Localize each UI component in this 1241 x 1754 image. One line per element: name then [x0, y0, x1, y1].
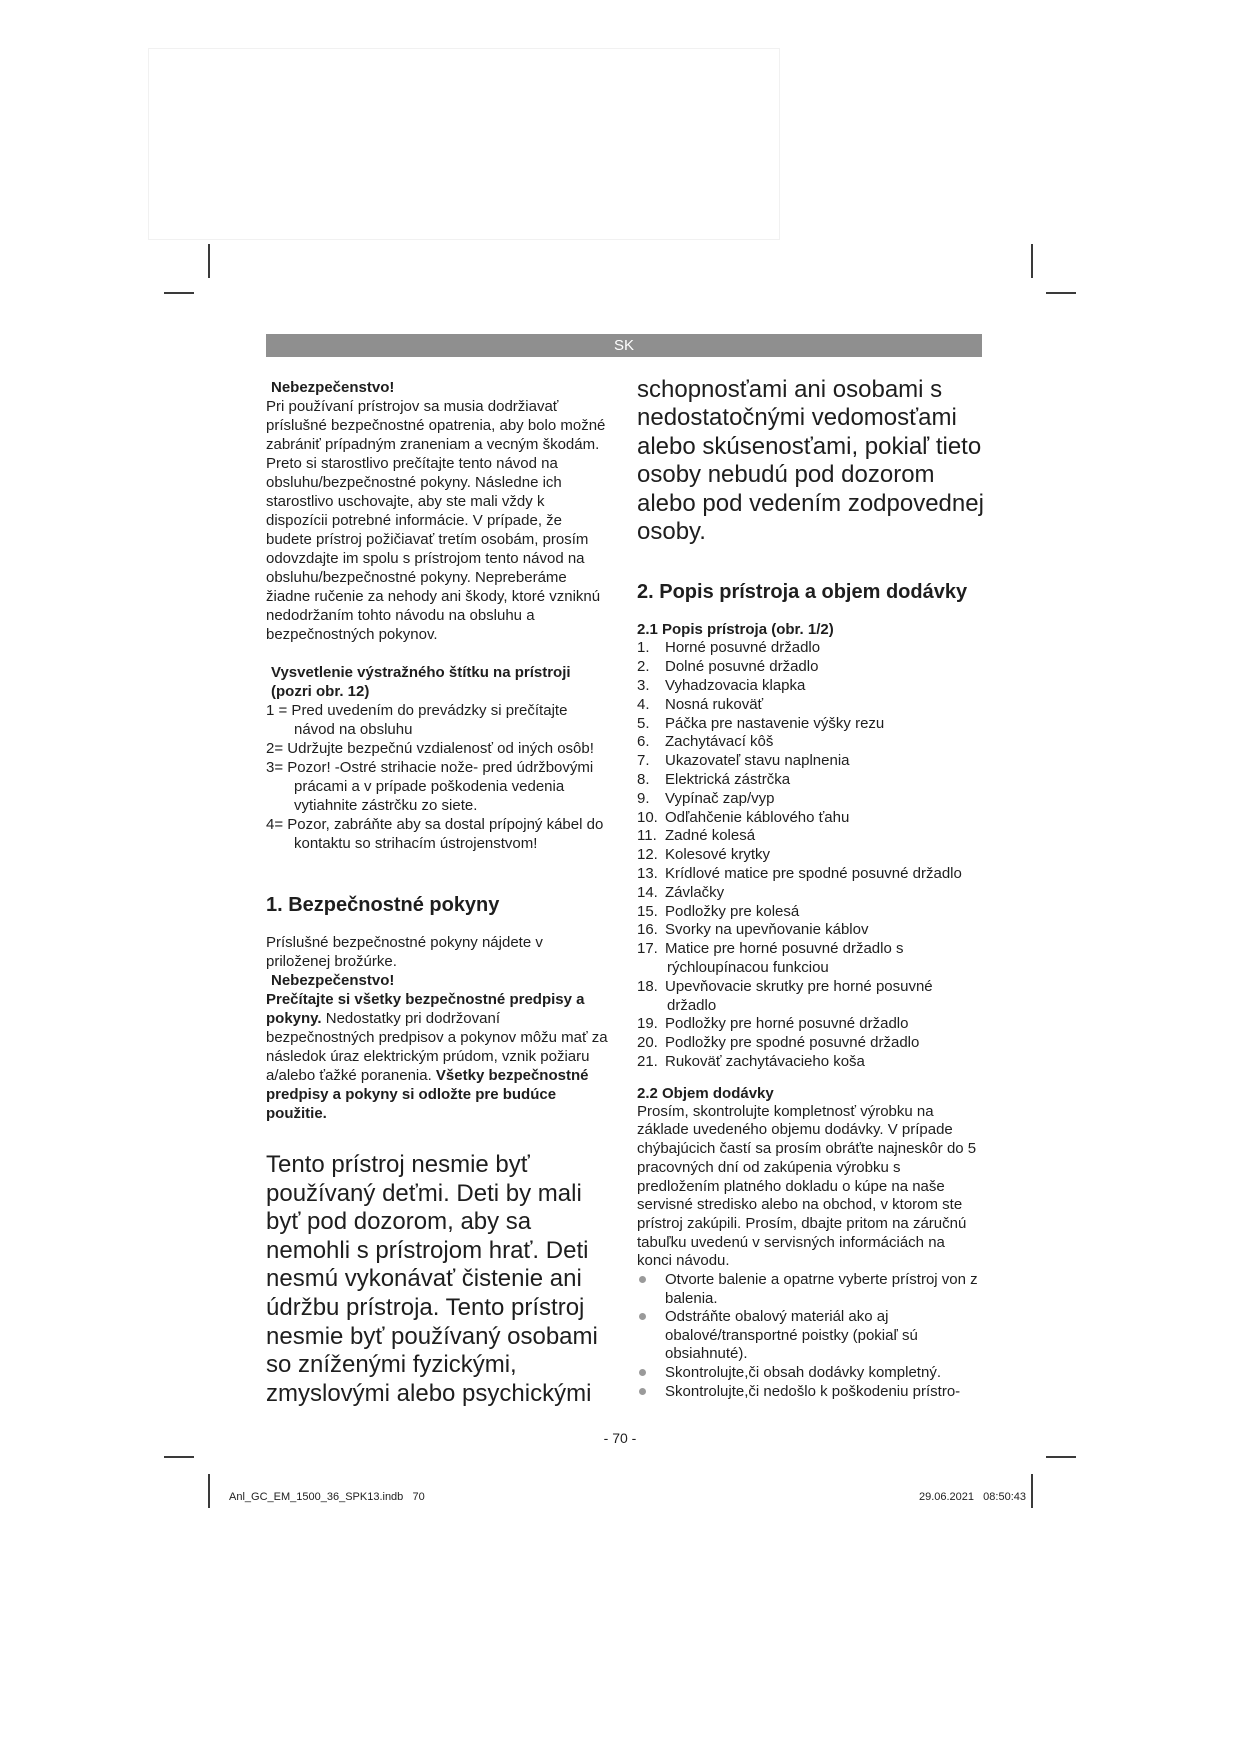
- warning-label-item: 2= Udržujte bezpečnú vzdialenosť od iných osôb!: [266, 740, 594, 757]
- bullet-dot-icon: [639, 1369, 646, 1376]
- parts-item-label: Ukazovateľ stavu naplnenia: [665, 752, 850, 770]
- parts-item-number: 17.: [637, 940, 658, 958]
- warning-label-list: [266, 701, 610, 853]
- parts-item-label: Podložky pre kolesá: [665, 902, 800, 920]
- delivery-bullet-text: Odstráňte obalový materiál ako aj obalové/transportné poistky (pokiaľ sú obsiahnuté).: [665, 1308, 918, 1363]
- warning-label-item: 1 = Pred uvedením do prevádzky si prečítajte návod na obsluhu: [266, 702, 568, 738]
- subsection-2-1-heading: 2.1 Popis prístroja (obr. 1/2): [637, 621, 834, 639]
- children-warning: Tento prístroj nesmie byť používaný deťmi. Deti by mali byť pod dozorom, aby sa nemohli s prístrojom hrať. Deti nesmú vykonávať čistenie ani údržbu prístroja. Tento prístroj nesmie byť používaný osobami so zníženými fyzickými, zmyslovými alebo psychickými: [266, 1151, 598, 1407]
- parts-item-label: Matice pre horné posuvné držadlo s rýchloupínacou funkciou: [665, 940, 904, 976]
- parts-item-number: 2.: [637, 658, 650, 676]
- parts-list-item: [637, 790, 984, 809]
- parts-list-item: [637, 921, 984, 940]
- parts-list-item: [637, 639, 984, 658]
- subsection-2-2-heading: 2.2 Objem dodávky: [637, 1084, 774, 1102]
- read-instructions-text: Nedostatky pri dodržovaní bezpečnostných predpisov a pokynov môžu mať za následok úraz elektrickým prúdom, vznik požiaru a/alebo ťažké poranenia.: [266, 1010, 608, 1084]
- crop-mark-bottom-right-horizontal: [1046, 1456, 1076, 1458]
- parts-list-item: [637, 771, 984, 790]
- parts-item-label: Zachytávací kôš: [665, 733, 774, 751]
- bullet-dot-icon: [639, 1313, 646, 1320]
- parts-list-item: [637, 733, 984, 752]
- parts-item-number: 7.: [637, 752, 650, 770]
- parts-list-item: [637, 696, 984, 715]
- left-column: [266, 378, 610, 1408]
- parts-list-item: [637, 1053, 984, 1072]
- read-instructions-bold: Prečítajte si všetky bezpečnostné predpisy a pokyny.: [266, 991, 585, 1027]
- parts-item-number: 11.: [637, 827, 657, 845]
- parts-list-item: [637, 1034, 984, 1053]
- crop-mark-bottom-left-horizontal: [164, 1456, 194, 1458]
- parts-item-label: Nosná rukoväť: [665, 695, 764, 713]
- keep-instructions-bold: Všetky bezpečnostné predpisy a pokyny si odložte pre budúce použitie.: [266, 1067, 589, 1122]
- parts-item-number: 6.: [637, 733, 650, 751]
- parts-list: [637, 639, 984, 1071]
- page-number: - 70 -: [603, 1430, 637, 1446]
- parts-item-number: 12.: [637, 846, 658, 864]
- parts-item-label: Vypínač zap/vyp: [665, 789, 775, 807]
- parts-item-label: Dolné posuvné držadlo: [665, 658, 819, 676]
- parts-item-label: Rukoväť zachytávacieho koša: [665, 1052, 865, 1070]
- parts-item-number: 15.: [637, 902, 658, 920]
- crop-mark-bottom-right-vertical: [1031, 1474, 1033, 1508]
- crop-mark-bottom-left-vertical: [208, 1474, 210, 1508]
- parts-item-number: 9.: [637, 789, 650, 807]
- parts-item-number: 19.: [637, 1015, 658, 1033]
- warning-label-title: Vysvetlenie výstražného štítku na prístroji (pozri obr. 12): [271, 664, 571, 700]
- bullet-dot-icon: [639, 1388, 646, 1395]
- warning-label-item: 3= Pozor! -Ostré strihacie nože- pred údržbovými prácami a v prípade poškodenia vedenia vytiahnite zástrčku zo siete.: [266, 759, 594, 814]
- parts-list-item: [637, 752, 984, 771]
- parts-item-number: 20.: [637, 1034, 658, 1052]
- delivery-paragraph: Prosím, skontrolujte kompletnosť výrobku na základe uvedeného objemu dodávky. V prípade chýbajúcich častí sa prosím obráťte najneskôr do 5 pracovných dní od zakúpenia výrobku s predložením platného dokladu o kúpe na naše servisné stredisko alebo na obchod, v ktorom ste prístroj zakúpili. Prosím, dbajte pritom na záručnú tabuľku uvedenú v servisných informáciách na konci návodu.: [637, 1102, 977, 1270]
- parts-item-label: Upevňovacie skrutky pre horné posuvné držadlo: [665, 977, 933, 1014]
- parts-item-label: Vyhadzovacia klapka: [665, 677, 806, 695]
- parts-item-number: 8.: [637, 771, 650, 789]
- crop-mark-top-left-horizontal: [164, 292, 194, 294]
- parts-item-number: 14.: [637, 883, 658, 901]
- parts-item-number: 13.: [637, 865, 658, 882]
- delivery-bullet-item: [637, 1271, 984, 1308]
- delivery-bullet-text: Skontrolujte,či obsah dodávky kompletný.: [665, 1364, 941, 1382]
- scan-ghost-frame: [148, 48, 780, 240]
- delivery-bullet-item: [637, 1308, 984, 1364]
- parts-list-item: [637, 884, 984, 903]
- warning-label-item: 4= Pozor, zabráňte aby sa dostal prípojný kábel do kontaktu so strihacím ústrojenstvom!: [266, 816, 604, 852]
- parts-item-label: Horné posuvné držadlo: [665, 639, 821, 657]
- footer-file-name: Anl_GC_EM_1500_36_SPK13.indb 70: [229, 1491, 425, 1503]
- parts-list-item: [637, 940, 984, 978]
- parts-list-item: [637, 865, 984, 884]
- parts-list-item: [637, 846, 984, 865]
- brochure-note: Príslušné bezpečnostné pokyny nájdete v priloženej brožúrke.: [266, 934, 543, 970]
- parts-item-label: Svorky na upevňovanie káblov: [665, 921, 869, 939]
- parts-item-number: 18.: [637, 977, 658, 995]
- crop-mark-top-right-horizontal: [1046, 292, 1076, 294]
- footer-date-time: 29.06.2021 08:50:43: [918, 1491, 1026, 1503]
- parts-item-label: Odľahčenie káblového ťahu: [665, 808, 850, 826]
- parts-list-item: [637, 715, 984, 734]
- parts-item-label: Podložky pre horné posuvné držadlo: [665, 1015, 909, 1033]
- delivery-bullet-item: [637, 1383, 984, 1402]
- parts-list-item: [637, 677, 984, 696]
- delivery-bullet-text: Otvorte balenie a opatrne vyberte prístroj von z balenia.: [665, 1271, 978, 1307]
- parts-list-item: [637, 903, 984, 922]
- delivery-bullet-text: Skontrolujte,či nedošlo k poškodeniu prístro-: [665, 1382, 961, 1400]
- parts-item-number: 5.: [637, 714, 650, 732]
- language-header-bar: [266, 334, 982, 357]
- section-1-heading: 1. Bezpečnostné pokyny: [266, 894, 500, 916]
- parts-list-item: [637, 658, 984, 677]
- parts-list-item: [637, 978, 984, 1016]
- parts-item-label: Závlačky: [665, 883, 725, 901]
- language-code: SK: [613, 337, 634, 354]
- delivery-bullet-item: [637, 1364, 984, 1383]
- parts-list-item: [637, 1015, 984, 1034]
- parts-item-number: 21.: [637, 1052, 658, 1070]
- crop-mark-top-right-vertical: [1031, 244, 1033, 278]
- danger-paragraph: Pri používaní prístrojov sa musia dodržiavať príslušné bezpečnostné opatrenia, aby bolo možné zabrániť prípadným zraneniam a vecným škodám. Preto si starostlivo prečítajte tento návod na obsluhu/bezpečnostné pokyny. Následne ich starostlivo uschovajte, aby ste mali vždy k dispozícii potrebné informácie. V prípade, že budete prístroj požičiavať tretím osobám, prosím odovzdajte im spolu s prístrojom tento návod na obsluhu/bezpečnostné pokyny. Nepreberáme žiadne ručenie za nehody ani škody, ktoré vzniknú nedodržaním tohto návodu na obsluhu a bezpečnostných pokynov.: [266, 398, 606, 643]
- danger-title: Nebezpečenstvo!: [271, 379, 395, 396]
- right-column: [637, 376, 984, 1401]
- parts-item-label: Kolesové krytky: [665, 846, 771, 864]
- parts-item-label: Podložky pre spodné posuvné držadlo: [665, 1034, 920, 1052]
- parts-list-item: [637, 809, 984, 828]
- parts-item-number: 1.: [637, 639, 650, 657]
- parts-item-number: 4.: [637, 695, 650, 713]
- children-warning-continued: schopnosťami ani osobami s nedostatočnými vedomosťami alebo skúsenosťami, pokiaľ tieto osoby nebudú pod dozorom alebo pod vedením zodpovednej osoby.: [637, 376, 984, 546]
- bullet-dot-icon: [639, 1276, 646, 1283]
- parts-item-label: Elektrická zástrčka: [665, 771, 791, 789]
- parts-item-number: 3.: [637, 677, 650, 695]
- parts-item-label: Krídlové matice pre spodné posuvné držadlo: [665, 865, 962, 882]
- parts-item-number: 10.: [637, 808, 658, 826]
- crop-mark-top-left-vertical: [208, 244, 210, 278]
- parts-item-label: Páčka pre nastavenie výšky rezu: [665, 714, 885, 732]
- parts-item-number: 16.: [637, 921, 658, 939]
- danger-title-2: Nebezpečenstvo!: [271, 972, 395, 989]
- read-instructions-paragraph: [266, 990, 610, 1123]
- parts-list-item: [637, 827, 984, 846]
- delivery-bullet-list: [637, 1271, 984, 1401]
- parts-item-label: Zadné kolesá: [665, 827, 756, 845]
- section-2-heading: 2. Popis prístroja a objem dodávky: [637, 581, 968, 604]
